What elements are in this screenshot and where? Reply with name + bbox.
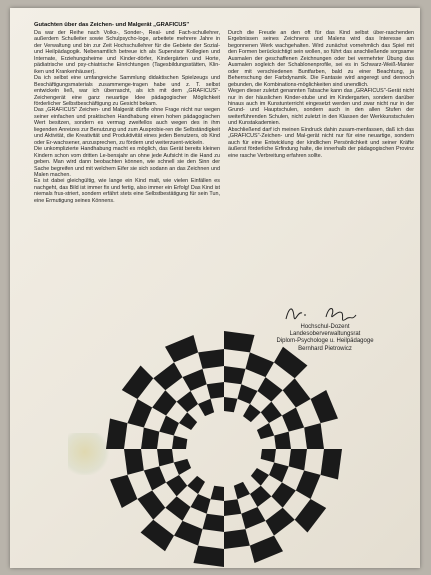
- pattern-tile: [274, 347, 307, 378]
- pattern-tile: [174, 459, 191, 475]
- paper-stain: [68, 433, 110, 475]
- left-paragraph: Es ist dabei gleichgültig, wie lange ein Kind malt, wie vielen Einfällen es nachgeht, das Bild ist immer fix und fertig, also immer ein Erfolg! Das Kind ist niemals frus-striert, sondern erfährt stets eine Selbstbestätigung für sein Tun, eine Ermutigung seines Könnens.: [34, 178, 220, 204]
- pattern-tile: [266, 508, 295, 536]
- pattern-tile: [165, 496, 190, 521]
- pattern-tile: [321, 449, 342, 480]
- pattern-tile: [234, 482, 250, 499]
- pattern-tile: [203, 514, 224, 532]
- signature-line: Hochschul-Dozent: [300, 324, 350, 330]
- pattern-tile: [283, 378, 311, 407]
- pattern-tile: [165, 335, 198, 362]
- pattern-tile: [224, 499, 241, 516]
- pattern-tile: [311, 390, 338, 423]
- pattern-tile: [172, 436, 187, 449]
- left-paragraph: Die unkomplizierte Handhabung macht es möglich, das Gerät bereits kleinen Kindern schon vom dritten Le-bensjahr an ohne jede Aufsicht in die Hand zu geben. Man wird dann beobachten können, wie schnell sie den Sinn der Sache begreifen und mit welchem Eifer sie sich sodann an das Zeichnen und Malen machen.: [34, 146, 220, 178]
- document-sheet: [10, 8, 420, 568]
- pattern-tile: [198, 349, 224, 369]
- signature-line: Bernhard Pietrowicz: [298, 345, 352, 352]
- pattern-tile: [177, 391, 198, 412]
- left-paragraph: Das „GRAFICUS" Zeichen- und Malgerät dürfte ohne Frage nicht nur wegen seiner einfachen und praktischen Handhabung einen hohen pädagogischen Wert besitzen, sondern es vermag zweifellos auch wegen des in ihm liegenden Anreizes zur Benutzung und zum Ausprobie-ren die Selbständigkeit und Aktivität, die Kreativität und Produktivität eines jeden Benutzers, ob Kind oder Er-wachsener, anzusprechen, zu fördern und weiterzuent-wickeln.: [34, 107, 220, 146]
- pattern-tile: [106, 418, 127, 449]
- pattern-tile: [179, 412, 197, 430]
- pattern-tile: [124, 449, 144, 475]
- pattern-tile: [224, 529, 250, 549]
- signature-line: Landesoberverwaltungsrat: [289, 331, 361, 338]
- pattern-tile: [274, 432, 291, 449]
- pattern-tile: [250, 536, 283, 563]
- right-paragraph: Abschließend darf ich meinen Eindruck dahin zusam-menfassen, daß ich das „GRAFICUS"-Zeichen- und Mal-gerät nicht nur für eine neuartige, sondern auch für eine Entwicklung der kindlichen Persönlichkeit und seiner Kräfte äußerst förderliche Erfindung halte, die innerhalb der pädagogischen Provinz eine rasche Verbreitung erfahren sollte.: [228, 126, 414, 159]
- pattern-tile: [174, 521, 203, 546]
- pattern-tile: [250, 486, 271, 507]
- pattern-tile: [122, 366, 153, 399]
- pattern-tile: [245, 352, 274, 377]
- pattern-tile: [224, 397, 237, 412]
- pattern-tile: [261, 449, 276, 462]
- pattern-tile: [110, 475, 137, 508]
- pattern-tile: [261, 402, 282, 423]
- pattern-tile: [152, 390, 177, 415]
- pattern-tile: [237, 384, 257, 404]
- pattern-tile: [211, 486, 224, 501]
- pattern-tile: [159, 416, 179, 436]
- pattern-tile: [183, 369, 207, 391]
- right-paragraph: Wegen dieser zuletzt genannten Tatsache kann das „GRAFICUS"-Gerät nicht nur in der häuslichen Kinder-stube und im Kindergarten, sondern darüber hinaus auch im Kunstunterricht eingesetzt werden und zwar nicht nur in der Grund- und Hauptschulen, sondern auch in den allen Stufen der weiterführenden Schulen, nicht zuletzt in den Klassen der Werkkunstschulen und Kunstakademien.: [228, 88, 414, 127]
- signature-line: Diplom-Psychologe u. Heilpädagoge: [276, 338, 374, 345]
- pattern-tile: [258, 377, 283, 402]
- pattern-tile: [304, 423, 324, 449]
- pattern-tile: [137, 491, 165, 520]
- pattern-tile: [269, 462, 289, 482]
- pattern-tile: [224, 366, 245, 384]
- pattern-tile: [157, 449, 174, 466]
- left-column: [34, 30, 220, 204]
- pattern-tile: [251, 468, 269, 486]
- pattern-tile: [153, 362, 182, 390]
- pattern-tile: [193, 546, 224, 567]
- pattern-tile: [282, 408, 304, 432]
- right-column: [228, 30, 414, 159]
- pattern-tile: [166, 475, 187, 496]
- pattern-tile: [141, 428, 159, 449]
- document-title: Gutachten über das Zeichen- und Malgerät „GRAFICUS": [34, 22, 190, 28]
- pattern-tile: [243, 404, 261, 422]
- left-paragraph: Da ich selbst eine umfangreiche Sammlung didaktischen Spielzeugs und Beschäftigungsmaterials zusammenge-tragen habe und z. T. selbst entwickeln ließ, war ich überrascht, als ich mit dem „GRAFICUS"-Zeichengerät eine ganz neuartige Idee pädagogischer Möglichkeit förderlicher Selbstbeschäftigung zu Gesicht bekam.: [34, 75, 220, 107]
- right-paragraph: Durch die Freude an den oft für das Kind selbst über-raschenden Ergebnissen seines Zeichnens und Malens wird das Interesse am begonnenen Werk wachgehalten. Wird zunächst vornehmlich das Spiel mit den Formen berücksichtigt sein wollen, so führt das anschließende sorgsame Ausmalen der geschaffenen Zeichnungen oder bei vermehrter Übung das Ausmalen sogleich der Schablonenprofile, sei es in Schwarz-Weiß-Manier oder mit verschiedenen Buntfarben, bald zu einer Beachtung, ja Beherrschung der Farbdynamik. Die Fantasie wird angeregt und dennoch gebunden, die Kombinations-möglichkeiten sind unendlich.: [228, 30, 414, 88]
- pattern-tile: [257, 423, 274, 439]
- pattern-tile: [289, 449, 307, 470]
- pattern-tile: [296, 470, 321, 499]
- checkerboard-circle-pattern: [106, 331, 342, 567]
- pattern-tile: [295, 499, 326, 532]
- pattern-tile: [241, 507, 265, 529]
- left-paragraph: Da war der Reihe nach Volks-, Sonder-, Real- und Fach-schullehrer, außerdem Schulleiter sowie Schulpsycho-loge, arbeitete mehrere Jahre in der Verwaltung und bin zur Zeit Hochschullehrer für die Gebiete der Sozial- und Heilpädagogik. Nebenamtlich betreue ich als Supervisor Kollegien und Internate, Erziehungsheime und Kinder-dörfer, Kindergärten und Horte, pädiatrische und psy-chiatrische Einrichtungen (Tagesbildungsstätten, Klin-iken und Krankenhäuser).: [34, 30, 220, 75]
- pattern-tile: [141, 520, 174, 551]
- pattern-tile: [207, 382, 224, 399]
- pattern-tile: [198, 399, 214, 416]
- pattern-tile: [127, 399, 152, 428]
- pattern-tile: [144, 466, 166, 490]
- pattern-tile: [191, 494, 211, 514]
- pattern-tile: [187, 476, 205, 494]
- pattern-tile: [271, 483, 296, 508]
- pattern-tile: [224, 331, 255, 352]
